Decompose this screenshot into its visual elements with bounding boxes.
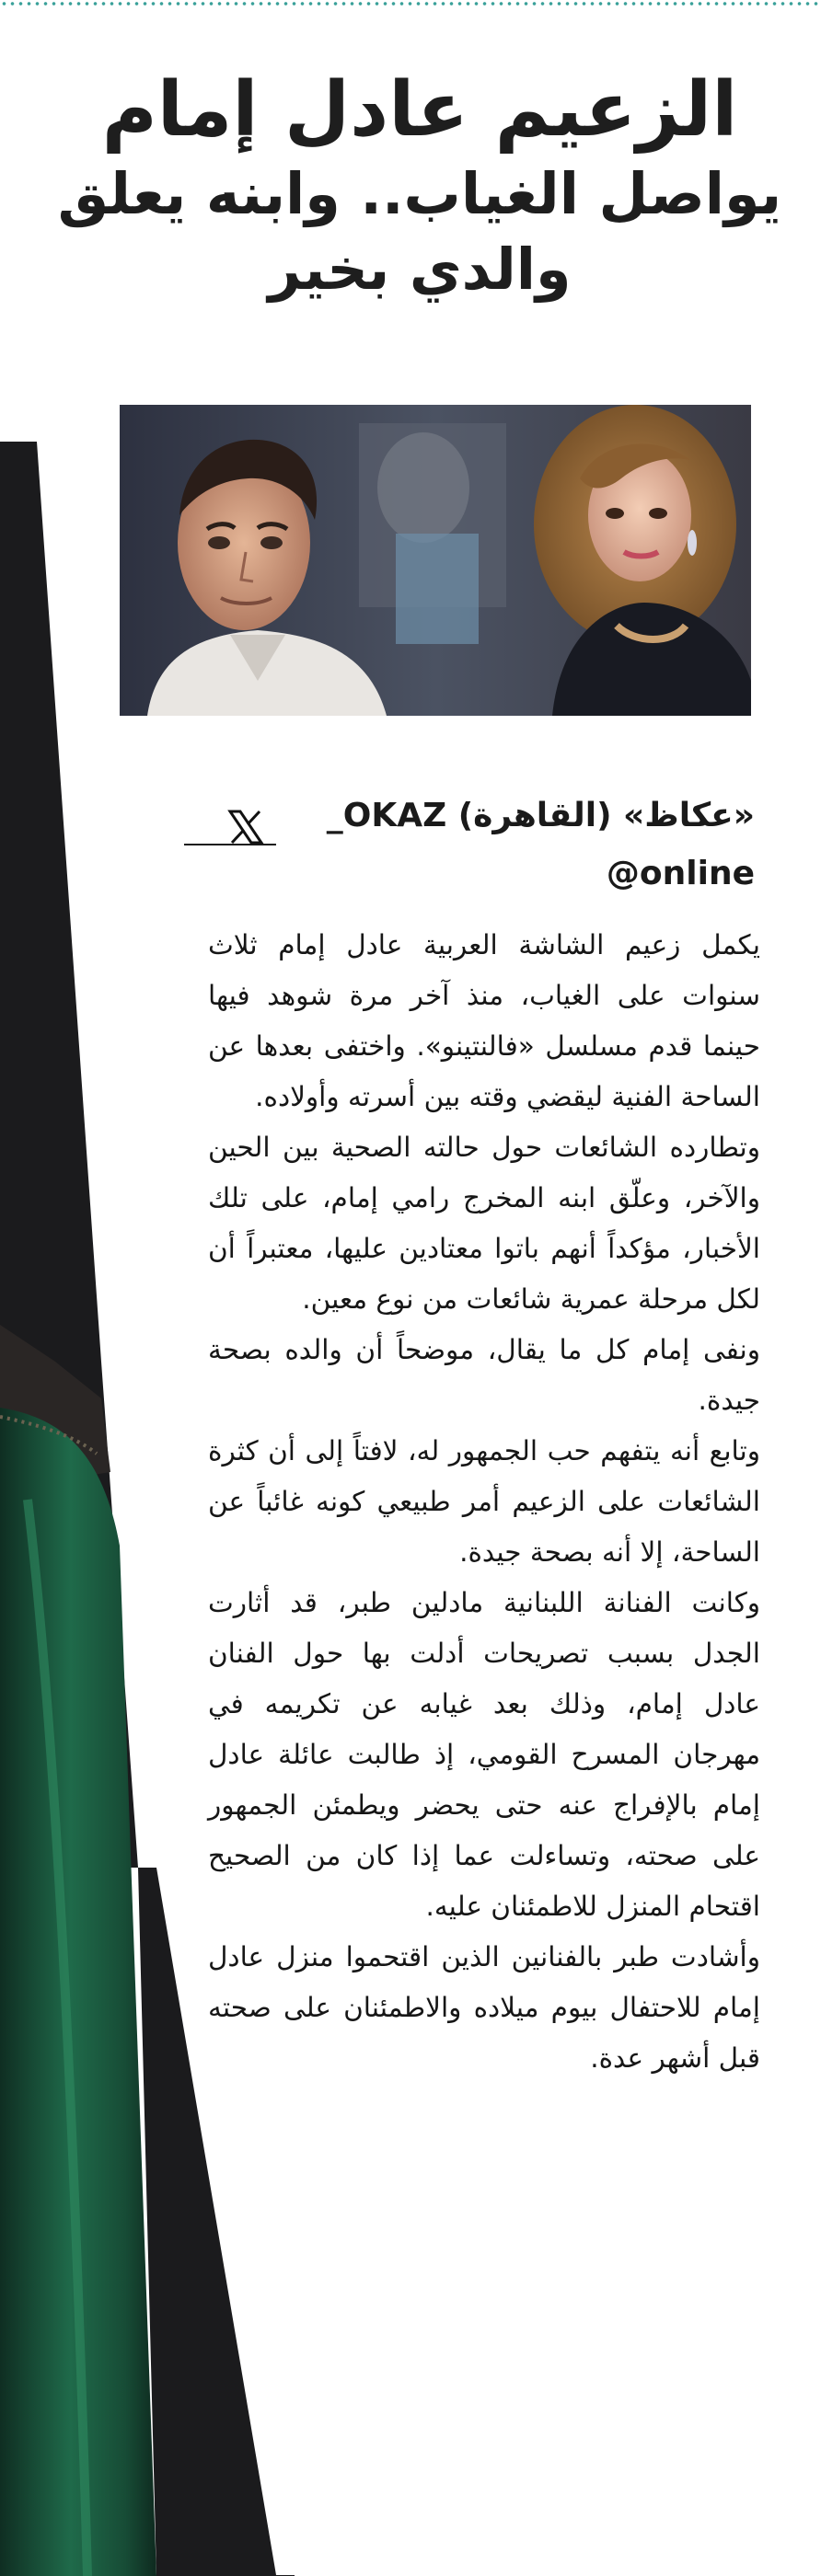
headline-line-3: والدي بخير xyxy=(268,236,572,303)
byline-handle[interactable]: @online xyxy=(606,855,755,892)
article-body xyxy=(208,920,760,2084)
x-logo-icon[interactable] xyxy=(226,808,265,846)
article-paragraph: ونفى إمام كل ما يقال، موضحاً أن والده بصحة جيدة. xyxy=(208,1334,760,1416)
byline-source: «عكاظ» (القاهرة) OKAZ_ xyxy=(326,797,755,834)
article-paragraph: يكمل زعيم الشاشة العربية عادل إمام ثلاث سنوات على الغياب، منذ آخر مرة شوهد فيها حينما قدم مسلسل «فالنتينو». واختفى بعدها عن الساحة الفنية ليقضي وقته بين أسرته وأولاده. xyxy=(208,929,760,1112)
article-paragraph: وتابع أنه يتفهم حب الجمهور له، لافتاً إلى أن كثرة الشائعات على الزعيم أمر طبيعي كونه غائباً عن الساحة، إلا أنه بصحة جيدة. xyxy=(208,1435,760,1568)
headline-line-1: الزعيم عادل إمام xyxy=(101,66,738,154)
article-paragraph: وأشادت طبر بالفنانين الذين اقتحموا منزل عادل إمام للاحتفال بيوم ميلاده والاطمئنان على صحته قبل أشهر عدة. xyxy=(208,1941,760,2074)
byline-divider xyxy=(184,844,276,845)
article-paragraph: وكانت الفنانة اللبنانية مادلين طبر، قد أثارت الجدل بسبب تصريحات أدلت بها حول الفنان عادل إمام، وذلك بعد غيابه عن تكريمه في مهرجان المسرح القومي، إذ طالبت عائلة عادل إمام بالإفراج عنه حتى يحضر ويطمئن الجمهور على صحته، وتساءلت عما إذا كان من الصحيح اقتحام المنزل للاطمئنان عليه. xyxy=(208,1587,760,1922)
top-dotted-rule xyxy=(0,0,821,7)
headline-line-2: يواصل الغياب.. وابنه يعلق xyxy=(57,160,782,227)
article-paragraph: وتطارده الشائعات حول حالته الصحية بين الحين والآخر، وعلّق ابنه المخرج رامي إمام، على تلك الأخبار، مؤكداً أنهم باتوا معتادين عليها، معتبراً أن لكل مرحلة عمرية شائعات من نوع معين. xyxy=(208,1132,760,1315)
hero-photo xyxy=(120,405,751,716)
headline xyxy=(55,64,784,307)
